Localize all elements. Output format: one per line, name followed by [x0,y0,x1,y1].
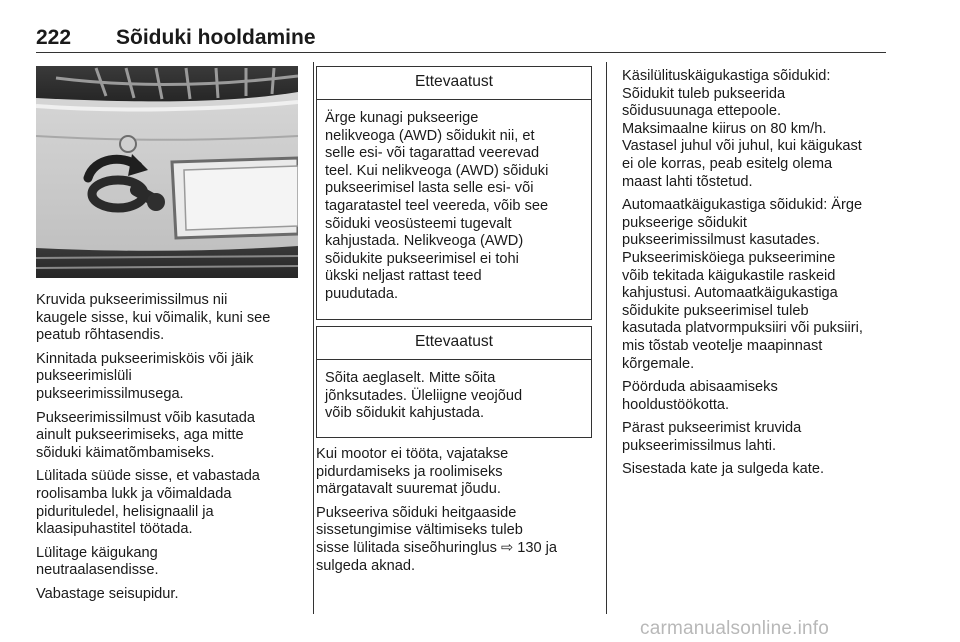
watermark: carmanualsonline.info [640,618,830,639]
tow-eye-illustration [36,66,298,278]
paragraph: Kinnitada pukseerimisköis või jäik pukseerimislüli pukseerimissilmusega. [36,350,254,402]
column-left [36,292,298,610]
column-divider [606,62,607,614]
paragraph: Kui mootor ei tööta, vajatakse pidurdamiseks ja roolimiseks märgatavalt suuremat jõudu. [316,446,509,498]
caution-box-drive-slowly [316,326,592,438]
paragraph: Vabastage seisupidur. [36,585,179,602]
paragraph: Lülitada süüde sisse, et vabastada roolisamba lukk ja võimaldada pidurituledel, helisignaalil ja klaasipuhastitel töötada. [36,468,260,538]
paragraph: Automaatkäigukastiga sõidukid: Ärge pukseerige sõidukit pukseerimissilmust kasutades. Pukseerimisköiega pukseerimine võib tekitada käigukastile raskeid kahjustusi. Automaatkäigukastiga sõidukite pukseerimisel tuleb kasutada platvormpuksiiri või puksiiri, mis tõstab veotelje maapinnast kõrgemale. [622,197,863,372]
caution-box-awd [316,66,592,320]
paragraph: Pukseeriva sõiduki heitgaaside sissetungimise vältimiseks tuleb sisse lülitada siseõhuringlus ⇨ 130 ja sulgeda aknad. [316,504,557,574]
caution-title: Ettevaatust [317,67,591,100]
column-divider [313,62,314,614]
paragraph: Käsilülituskäigukastiga sõidukid: Sõidukit tuleb pukseerida sõidusuunaga ettepoole. Maksimaalne kiirus on 80 km/h. Vastasel juhul või juhul, kui käigukast ei ole korras, peab esitelg olema maast lahti tõstetud. [622,68,862,190]
bumper-drawing [36,66,298,278]
column-right [622,68,890,485]
paragraph: Lülitage käigukang neutraalasendisse. [36,544,159,579]
caution-body: Sõita aeglaselt. Mitte sõita jõnksutades. Üleliigne veojõud võib sõidukit kahjustada. [325,370,523,422]
column-middle [316,446,596,581]
paragraph: Pöörduda abisaamiseks hooldustöökotta. [622,379,778,413]
paragraph: Sisestada kate ja sulgeda kate. [622,461,825,478]
caution-title: Ettevaatust [317,327,591,360]
paragraph: Pukseerimissilmust võib kasutada ainult pukseerimiseks, aga mitte sõiduki käimatõmbamiseks. [36,409,255,461]
caution-body: Ärge kunagi pukseerige nelikveoga (AWD) sõidukit nii, et selle esi- või tagarattad veerevad teel. Kui nelikveoga (AWD) sõiduki pukseerimisel lasta selle esi- või tagaratastel teel veereda, võib see sõiduki veosüsteemi tugevalt kahjustada. Nelikveoga (AWD) sõidukite pukseerimisel ei tohi ükski neljast rattast teed puudutada. [325,110,549,302]
page-header [36,22,886,53]
chapter-title: Sõiduki hooldamine [116,26,316,49]
page-number: 222 [36,26,72,49]
paragraph: Pärast pukseerimist kruvida pukseerimissilmus lahti. [622,420,802,454]
paragraph: Kruvida pukseerimissilmus nii kaugele sisse, kui võimalik, kuni see peatub rõhtasendis. [36,292,271,344]
